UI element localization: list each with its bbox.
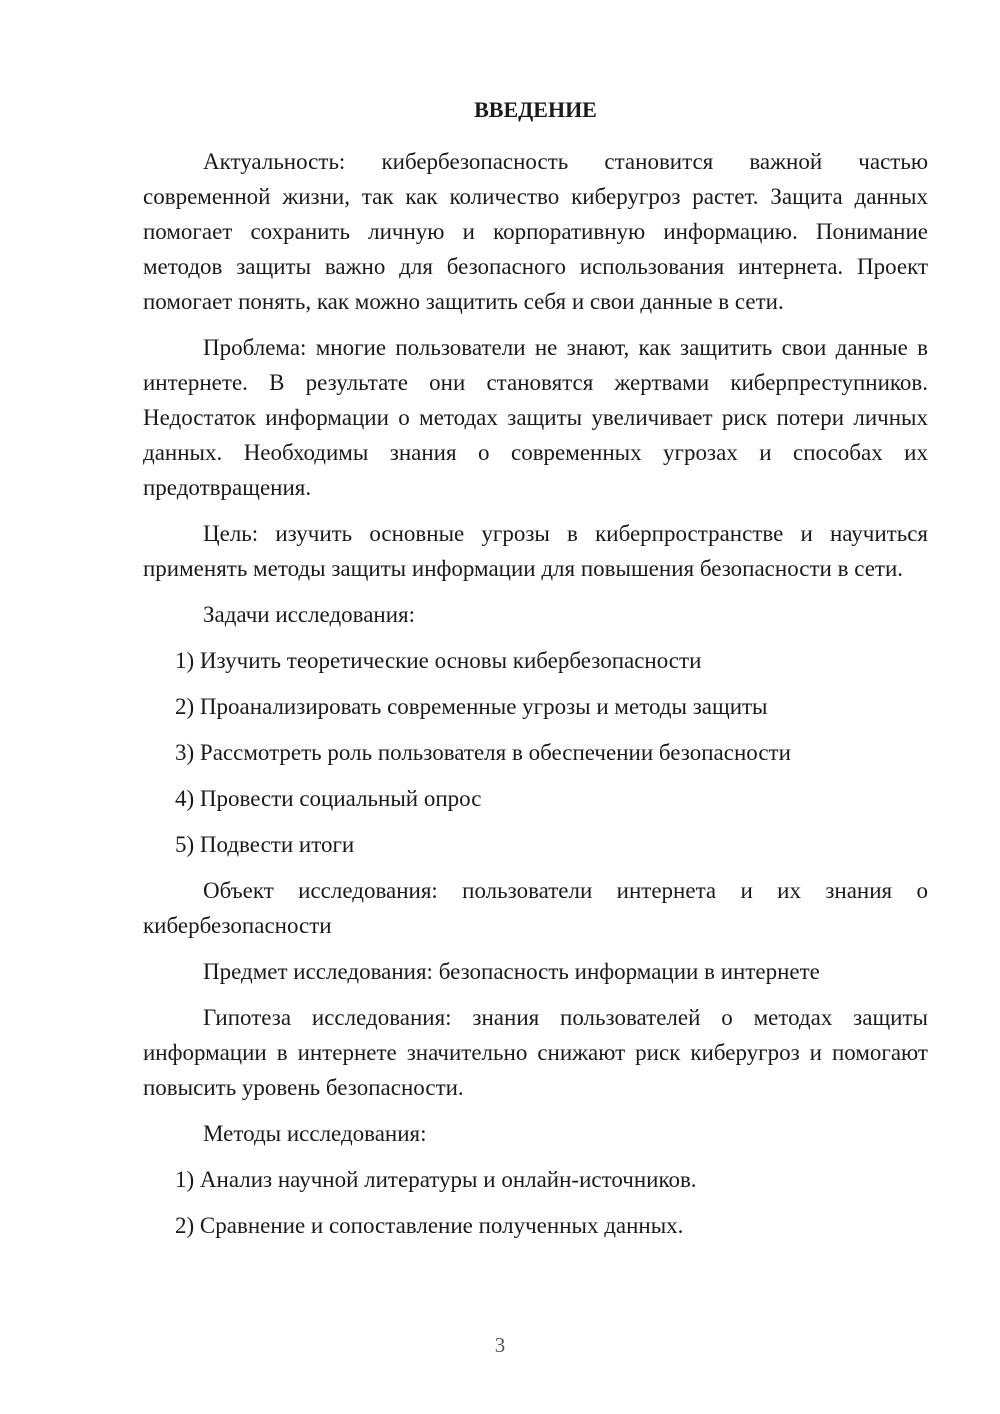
object-paragraph: Объект исследования: пользователи интернета и их знания о кибербезопасности bbox=[143, 878, 928, 938]
document-page bbox=[143, 92, 928, 1254]
list-item: 1) Анализ научной литературы и онлайн-источников. bbox=[175, 1167, 697, 1192]
goal-paragraph: Цель: изучить основные угрозы в киберпространстве и научиться применять методы защиты информации для повышения безопасности в сети. bbox=[143, 521, 928, 581]
hypothesis-paragraph: Гипотеза исследования: знания пользователей о методах защиты информации в интернете значительно снижают риск киберугроз и помогают повысить уровень безопасности. bbox=[143, 1005, 928, 1100]
methods-list bbox=[143, 1162, 928, 1243]
list-item: 5) Подвести итоги bbox=[175, 832, 355, 857]
problem-paragraph: Проблема: многие пользователи не знают, как защитить свои данные в интернете. В результате они становятся жертвами киберпреступников. Недостаток информации о методах защиты увеличивает риск потери личных данных. Необходимы знания о современных угрозах и способах их предотвращения. bbox=[143, 335, 928, 500]
methods-title: Методы исследования: bbox=[203, 1121, 427, 1146]
tasks-title: Задачи исследования: bbox=[203, 602, 416, 627]
list-item: 4) Провести социальный опрос bbox=[175, 786, 482, 811]
relevance-paragraph: Актуальность: кибербезопасность становится важной частью современной жизни, так как количество киберугроз растет. Защита данных помогает сохранить личную и корпоративную информацию. Понимание методов защиты важно для безопасного использования интернета. Проект помогает понять, как можно защитить себя и свои данные в сети. bbox=[143, 149, 928, 314]
list-item: 2) Сравнение и сопоставление полученных данных. bbox=[175, 1213, 684, 1238]
page-number: 3 bbox=[494, 1333, 506, 1357]
tasks-list bbox=[143, 643, 928, 862]
section-heading: ВВЕДЕНИЕ bbox=[474, 97, 597, 122]
subject-paragraph: Предмет исследования: безопасность информации в интернете bbox=[203, 959, 820, 984]
list-item: 3) Рассмотреть роль пользователя в обеспечении безопасности bbox=[175, 740, 791, 765]
list-item: 2) Проанализировать современные угрозы и методы защиты bbox=[175, 694, 768, 719]
list-item: 1) Изучить теоретические основы кибербезопасности bbox=[175, 648, 702, 673]
